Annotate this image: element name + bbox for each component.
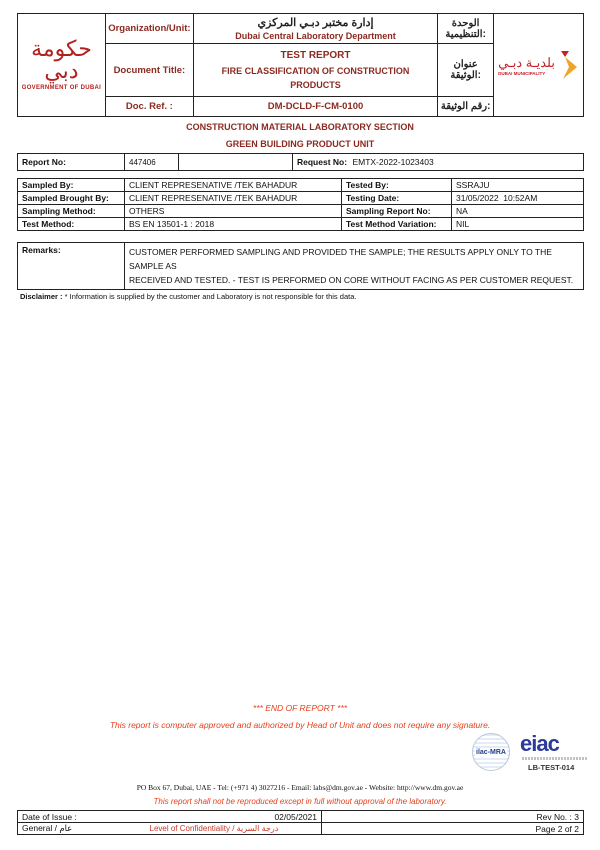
sampling-report-value: NA [452,205,584,218]
footer-table [17,810,584,835]
contact-address: PO Box 67, Dubai, UAE - Tel: (+971 4) 3027216 - Email: labs@dm.gov.ae - Website: http://www.dm.gov.ae [136,783,464,792]
dm-logo-english: DUBAI MUNICIPALITY [498,70,546,76]
disclaimer [20,292,356,301]
tested-by-value: SSRAJU [452,179,584,192]
brought-by-value: CLIENT REPRESENATIVE /TEK BAHADUR [125,192,342,205]
report-no-label: Report No: [18,154,125,171]
doc-title-label-arabic: عنوان الوثيقة: [438,44,494,97]
detail-row [18,218,584,231]
page-number: Page 2 of 2 [322,823,584,835]
tested-by-label: Tested By: [342,179,452,192]
doc-title-label: Document Title: [105,44,193,97]
dm-logo-arabic: بلديـة دبـي [498,54,555,70]
doc-title-line-3: PRODUCTS [290,80,341,91]
report-number-table [17,153,584,171]
approval-note: This report is computer approved and authorized by Head of Unit and does not require any signature. [109,720,491,730]
remarks-line-2: RECEIVED AND TESTED. - TEST IS PERFORMED ON CORE WITHOUT FACING AS PER CUSTOMER REQUEST. [129,275,574,285]
doc-title [193,44,437,97]
end-of-report: *** END OF REPORT *** [252,703,348,713]
org-value-arabic: إدارة مختبر دبـي المركزي [257,17,374,30]
sampled-by-label: Sampled By: [18,179,125,192]
section-title: CONSTRUCTION MATERIAL LABORATORY SECTION [186,122,414,132]
dm-logo-mark-icon [559,49,579,81]
no-reproduce-note: This report shall not be reproduced except in full without approval of the laboratory. [153,797,447,806]
remarks-table [17,242,584,290]
sampling-method-label: Sampling Method: [18,205,125,218]
rev-no: Rev No. : 3 [322,811,584,823]
org-value-english: Dubai Central Laboratory Department [235,31,396,42]
doc-ref-label-arabic: رقم الوثيقة: [438,96,494,116]
unit-title: GREEN BUILDING PRODUCT UNIT [225,139,375,149]
testing-date-value: 31/05/2022 10:52AM [452,192,584,205]
request-no-label: Request No: [297,157,348,167]
remarks-label: Remarks: [18,243,125,290]
org-label-arabic: الوحدة التنظيمية: [438,14,494,44]
variation-label: Test Method Variation: [342,218,452,231]
gov-logo-english: GOVERNMENT OF DUBAI [21,85,102,91]
doc-ref-value: DM-DCLD-F-CM-0100 [193,96,437,116]
government-of-dubai-logo [18,14,106,117]
detail-row [18,192,584,205]
doc-ref-label: Doc. Ref. : [105,96,193,116]
org-value [193,14,437,44]
dubai-municipality-logo [494,14,584,117]
sampling-report-label: Sampling Report No: [342,205,452,218]
ilac-mra-text: ilac-MRA [476,748,506,756]
sampling-method-value: OTHERS [125,205,342,218]
gov-logo-arabic: حكومة دبي [31,37,92,84]
date-of-issue-label: Date of Issue : [18,811,118,823]
confidentiality-label: Level of Confidentiality / درجة السرية [118,823,322,835]
doc-title-line-1: TEST REPORT [280,50,351,62]
ilac-mra-logo [472,733,510,771]
accreditation-logos [470,733,595,775]
sample-details-table [17,178,584,231]
eiac-arabic-strip [522,757,588,760]
accreditation-number: LB-TEST-014 [528,763,575,772]
request-no-value: EMTX-2022-1023403 [352,157,434,167]
disclaimer-label: Disclaimer : [20,292,63,301]
org-label: Organization/Unit: [105,14,193,44]
brought-by-label: Sampled Brought By: [18,192,125,205]
general-label: General / عام [18,823,118,835]
request-no-cell [293,154,584,171]
variation-value: NIL [452,218,584,231]
detail-row [18,179,584,192]
remarks-line-1: CUSTOMER PERFORMED SAMPLING AND PROVIDED THE SAMPLE; THE RESULTS APPLY ONLY TO THE SAMPLE AS [129,247,552,271]
test-method-label: Test Method: [18,218,125,231]
document-header [17,13,584,117]
testing-date-label: Testing Date: [342,192,452,205]
doc-title-line-2: FIRE CLASSIFICATION OF CONSTRUCTION [221,66,410,77]
disclaimer-text: * Information is supplied by the customer and Laboratory is not responsible for this data. [64,292,357,301]
eiac-logo: eiac [520,731,559,756]
date-of-issue-value: 02/05/2021 [118,811,322,823]
detail-row [18,205,584,218]
report-no-value: 447406 [125,154,179,171]
test-method-value: BS EN 13501-1 : 2018 [125,218,342,231]
sampled-by-value: CLIENT REPRESENATIVE /TEK BAHADUR [125,179,342,192]
